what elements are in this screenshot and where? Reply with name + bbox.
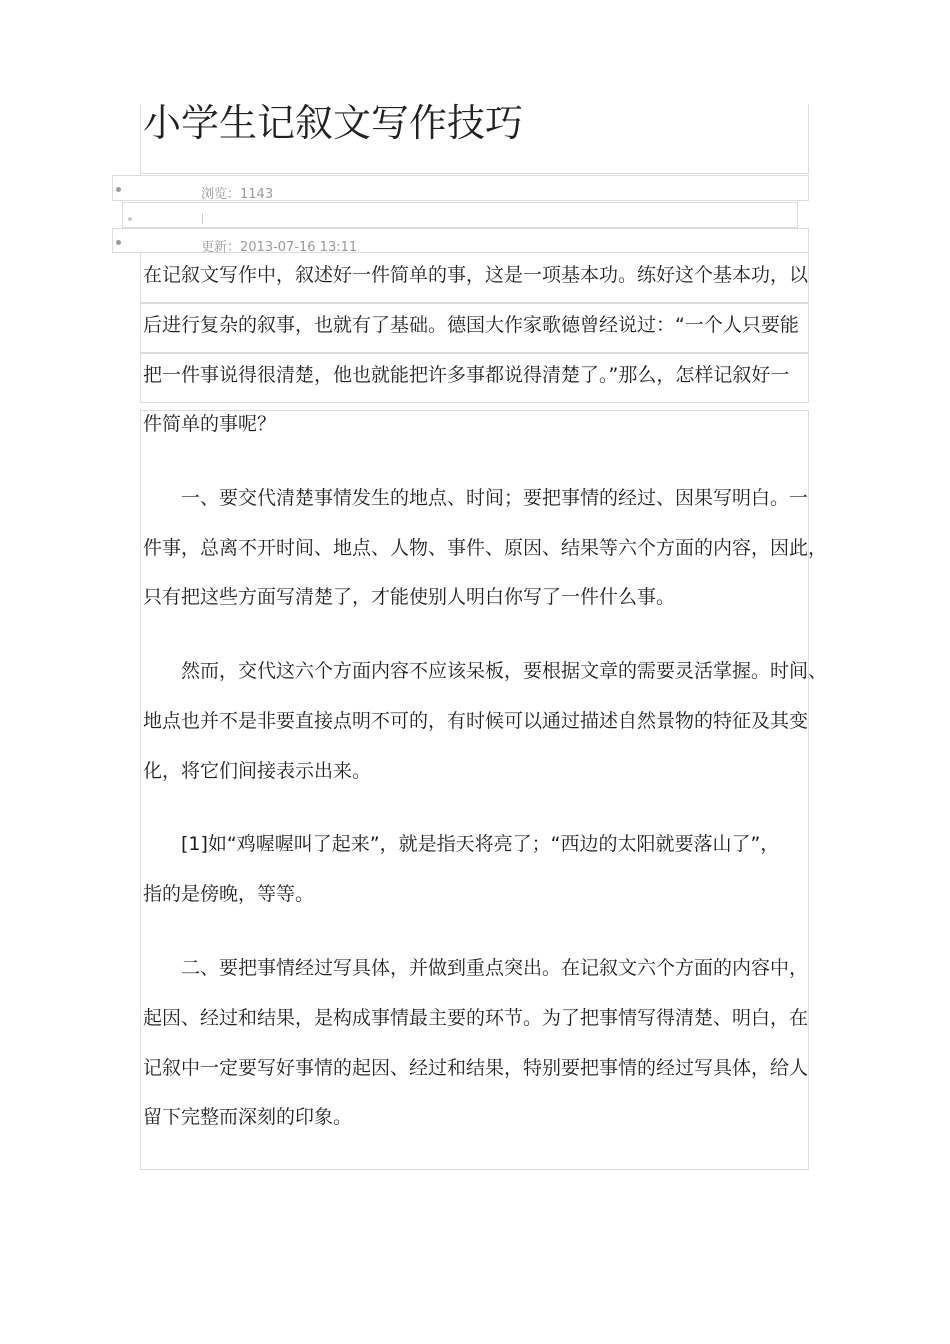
view-count: 浏览：1143 — [201, 187, 274, 202]
paragraph-3-line-2: 地点也并不是非要直接点明不可的，有时候可以通过描述自然景物的特征及其变 — [143, 710, 809, 732]
meta-box-middle — [122, 202, 798, 228]
page-title: 小学生记叙文写作技巧 — [143, 101, 524, 145]
paragraph-1-line-3: 把一件事说得很清楚，他也就能把许多事都说得清楚了。”那么，怎样记叙好一 — [143, 364, 790, 386]
update-time: 更新：2013-07-16 13:11 — [201, 240, 358, 255]
paragraph-1-line-1: 在记叙文写作中，叙述好一件简单的事，这是一项基本功。练好这个基本功，以 — [143, 264, 809, 286]
paragraph-5-line-1: 二、要把事情经过写具体，并做到重点突出。在记叙文六个方面的内容中， — [181, 957, 809, 979]
paragraph-2-line-2: 件事，总离不开时间、地点、人物、事件、原因、结果等六个方面的内容，因此， — [143, 537, 828, 559]
paragraph-2-line-3: 只有把这些方面写清楚了，才能使别人明白你写了一件什么事。 — [143, 586, 676, 608]
paragraph-1-line-2: 后进行复杂的叙事，也就有了基础。德国大作家歌德曾经说过：“一个人只要能 — [143, 314, 799, 336]
divider-icon — [202, 213, 203, 224]
paragraph-2-line-1: 一、要交代清楚事情发生的地点、时间；要把事情的经过、因果写明白。一 — [181, 487, 809, 509]
paragraph-5-line-2: 起因、经过和结果，是构成事情最主要的环节。为了把事情写得清楚、明白，在 — [143, 1007, 809, 1029]
paragraph-5-line-4: 留下完整而深刻的印象。 — [143, 1106, 353, 1128]
paragraph-5-line-3: 记叙中一定要写好事情的起因、经过和结果，特别要把事情的经过写具体，给人 — [143, 1057, 809, 1079]
paragraph-3-line-3: 化，将它们间接表示出来。 — [143, 760, 372, 782]
bullet-icon — [116, 187, 121, 192]
paragraph-3-line-1: 然而，交代这六个方面内容不应该呆板，要根据文章的需要灵活掌握。时间、 — [181, 660, 828, 682]
paragraph-1-line-4: 件简单的事呢？ — [143, 413, 277, 435]
paragraph-4-line-2: 指的是傍晚，等等。 — [143, 883, 315, 905]
bullet-icon — [128, 217, 132, 221]
bullet-icon — [116, 240, 121, 245]
paragraph-4-line-1: [1]如“鸡喔喔叫了起来”，就是指天将亮了；“西边的太阳就要落山了”， — [181, 833, 780, 855]
